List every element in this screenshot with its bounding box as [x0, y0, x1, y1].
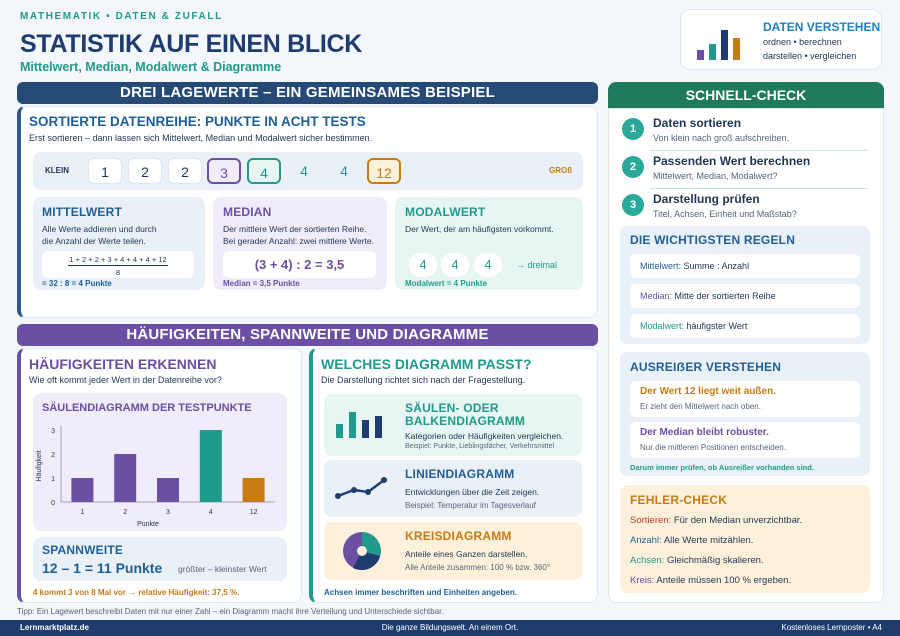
- modalwert-value: 4: [441, 253, 469, 277]
- fehler-key: Anzahl:: [630, 535, 662, 546]
- regeln-title: DIE WICHTIGSTEN REGELN: [630, 233, 796, 247]
- schnellcheck-banner: SCHNELL-CHECK: [608, 82, 884, 108]
- median-formula: (3 + 4) : 2 = 3,5: [254, 257, 345, 272]
- value-box: 2: [168, 158, 202, 184]
- value-box: 4: [300, 163, 308, 179]
- modalwert-note: → dreimal: [516, 260, 558, 270]
- step-desc: Titel, Achsen, Einheit und Maßstab?: [653, 209, 797, 219]
- value-box-median-right: 4: [247, 158, 281, 184]
- value-box: 1: [88, 158, 122, 184]
- diagramm-pie-title: KREISDIAGRAMM: [405, 529, 512, 543]
- fehler-value: Anteile müssen 100 % ergeben.: [656, 575, 792, 586]
- modalwert-desc: Der Wert, der am häufigsten vorkommt.: [405, 224, 554, 234]
- frequency-chart: [33, 418, 287, 530]
- value-box-outlier: 12: [367, 158, 401, 184]
- diagramm-bar-title1: SÄULEN- ODER: [405, 401, 499, 415]
- bar-4: [200, 430, 222, 502]
- fehler-key: Kreis:: [630, 575, 655, 586]
- page-title: STATISTIK AUF EINEN BLICK: [20, 30, 363, 58]
- spannweite-note: größter – kleinster Wert: [178, 564, 267, 574]
- fehler-row: [630, 535, 753, 546]
- step-desc: Mittelwert, Median, Modalwert?: [653, 171, 778, 181]
- median-desc2: Bei gerader Anzahl: zwei mittlere Werte.: [223, 236, 375, 246]
- diagramm-footnote: Achsen immer beschriften und Einheiten angeben.: [324, 588, 517, 597]
- bar-1: [71, 478, 93, 502]
- sorted-desc: Erst sortieren – dann lassen sich Mittelwert, Median und Modalwert sicher bestimmen.: [29, 133, 373, 143]
- mittelwert-desc2: die Anzahl der Werte teilen.: [42, 236, 146, 246]
- ausreisser-footnote: Darum immer prüfen, ob Ausreißer vorhanden sind.: [630, 463, 814, 472]
- regel-value: Mitte der sortierten Reihe: [674, 291, 776, 301]
- spannweite-footnote: 4 kommt 3 von 8 Mal vor → relative Häufigkeit: 37,5 %.: [33, 588, 240, 597]
- x-tick-label: 1: [80, 509, 85, 516]
- regel-value: häufigster Wert: [686, 321, 748, 331]
- x-tick-label: 4: [208, 509, 213, 516]
- step-number: 2: [622, 156, 644, 178]
- diagramm-line-example: Beispiel: Temperatur im Tagesverlauf: [405, 501, 536, 510]
- step-title: Darstellung prüfen: [653, 192, 760, 206]
- x-tick-label: 3: [166, 509, 170, 516]
- pie-chart-icon: [339, 528, 385, 574]
- ausreisser-title: AUSREIẞER VERSTEHEN: [630, 360, 782, 374]
- modalwert-value: 4: [474, 253, 502, 277]
- x-tick-label: 12: [249, 509, 258, 516]
- fehler-value: Alle Werte mitzählen.: [663, 535, 754, 546]
- step-number: 3: [622, 194, 644, 216]
- banner-lagewerte: DREI LAGEWERTE – EIN GEMEINSAMES BEISPIEL: [17, 82, 598, 104]
- x-tick-label: 2: [123, 509, 128, 516]
- y-axis-label: Häufigkeit: [36, 450, 43, 482]
- haeufigkeit-title: HÄUFIGKEITEN ERKENNEN: [29, 356, 217, 372]
- fehler-value: Gleichmäßig skalieren.: [666, 555, 764, 566]
- fehler-key: Sortieren:: [630, 515, 672, 526]
- median-desc1: Der mittlere Wert der sortierten Reihe.: [223, 224, 367, 234]
- mittelwert-result: = 32 : 8 = 4 Punkte: [42, 279, 112, 288]
- sorted-title: SORTIERTE DATENREIHE: PUNKTE IN ACHT TESTS: [29, 114, 366, 129]
- footer-left: Lernmarktplatz.de: [20, 623, 89, 632]
- regel-key: Modalwert:: [640, 321, 685, 331]
- x-axis-label: Punkte: [137, 521, 159, 528]
- diagramm-line-title: LINIENDIAGRAMM: [405, 467, 515, 481]
- value-box-median-left: 3: [207, 158, 241, 184]
- modalwert-value: 4: [409, 253, 437, 277]
- badge-card: [680, 9, 882, 70]
- haeufigkeit-desc: Wie oft kommt jeder Wert in der Datenreihe vor?: [29, 375, 222, 385]
- sorted-right-label: GROß: [549, 166, 573, 175]
- bar-2: [114, 454, 136, 502]
- divider: [650, 150, 868, 151]
- fehler-key: Achsen:: [630, 555, 665, 566]
- ausreisser-b-title: Der Median bleibt robuster.: [640, 427, 769, 438]
- diagramm-pie-desc: Anteile eines Ganzen darstellen.: [405, 549, 528, 559]
- step-title: Daten sortieren: [653, 116, 742, 130]
- diagramm-line-desc: Entwicklungen über die Zeit zeigen.: [405, 487, 540, 497]
- modalwert-result: Modalwert = 4 Punkte: [405, 279, 488, 288]
- step-number: 1: [622, 118, 644, 140]
- fehler-title: FEHLER-CHECK: [630, 493, 728, 507]
- diagramm-desc: Die Darstellung richtet sich nach der Fragestellung.: [321, 375, 526, 385]
- median-title: MEDIAN: [223, 205, 272, 219]
- bar-12: [243, 478, 265, 502]
- bar-chart-icon: [332, 408, 390, 440]
- mittelwert-desc1: Alle Werte addieren und durch: [42, 224, 157, 234]
- y-tick-label: 2: [51, 452, 55, 459]
- modalwert-title: MODALWERT: [405, 205, 486, 219]
- diagramm-title: WELCHES DIAGRAMM PASST?: [321, 356, 532, 372]
- diagramm-bar-title2: BALKENDIAGRAMM: [405, 414, 526, 428]
- mittelwert-numerator: 1 + 2 + 2 + 3 + 4 + 4 + 4 + 12: [69, 255, 167, 264]
- banner-haeufigkeiten: HÄUFIGKEITEN, SPANNWEITE UND DIAGRAMME: [17, 324, 598, 346]
- regel-key: Mittelwert:: [640, 261, 682, 271]
- diagramm-bar-desc: Kategorien oder Häufigkeiten vergleichen.: [405, 431, 564, 441]
- ausreisser-a-desc: Er zieht den Mittelwert nach oben.: [640, 402, 761, 411]
- chart-title: SÄULENDIAGRAMM DER TESTPUNKTE: [42, 402, 252, 414]
- diagramm-pie-example: Alle Anteile zusammen: 100 % bzw. 360°: [405, 563, 551, 572]
- badge-title: DATEN VERSTEHEN: [763, 20, 881, 34]
- regel-row: [630, 314, 860, 338]
- diagramm-bar-example: Beispiel: Punkte, Lieblingsfächer, Verkehrsmittel: [405, 443, 555, 450]
- y-tick-label: 1: [51, 476, 55, 483]
- fehler-row: [630, 515, 802, 526]
- page-subtitle: Mittelwert, Median, Modalwert & Diagramme: [20, 60, 282, 74]
- y-tick-label: 0: [51, 500, 55, 507]
- divider: [650, 188, 868, 189]
- spannweite-title: SPANNWEITE: [42, 543, 124, 557]
- ausreisser-b-desc: Nur die mittleren Positionen entscheiden.: [640, 443, 786, 452]
- value-box: 4: [340, 163, 348, 179]
- sorted-left-label: KLEIN: [45, 166, 69, 175]
- fehler-row: [630, 555, 764, 566]
- line-chart-icon: [334, 474, 394, 504]
- step-title: Passenden Wert berechnen: [653, 154, 811, 168]
- fehler-row: [630, 575, 791, 586]
- bar-3: [157, 478, 179, 502]
- fehler-value: Für den Median unverzichtbar.: [673, 515, 803, 526]
- value-box: 2: [128, 158, 162, 184]
- y-tick-label: 3: [51, 428, 55, 435]
- mittelwert-denominator: 8: [115, 268, 121, 277]
- badge-line2: darstellen • vergleichen: [763, 51, 857, 61]
- badge-line1: ordnen • berechnen: [763, 37, 842, 47]
- footer-center: Die ganze Bildungswelt. An einem Ort.: [381, 623, 519, 632]
- regel-row: [630, 254, 860, 278]
- regel-row: [630, 284, 860, 308]
- regel-key: Median:: [640, 291, 673, 301]
- badge-bars-icon: [695, 24, 753, 62]
- footer-right: Kostenloses Lernposter • A4: [781, 623, 882, 632]
- ausreisser-a-title: Der Wert 12 liegt weit außen.: [640, 386, 776, 397]
- median-result: Median = 3,5 Punkte: [223, 279, 300, 288]
- step-desc: Von klein nach groß aufschreiben.: [653, 133, 790, 143]
- spannweite-formula: 12 – 1 = 11 Punkte: [42, 560, 163, 576]
- tip-text: Tipp: Ein Lagewert beschreibt Daten mit nur einer Zahl – ein Diagramm macht ihre Verteilung und Unterschiede sichtbar.: [17, 607, 444, 616]
- kicker: MATHEMATIK • DATEN & ZUFALL: [20, 11, 223, 22]
- regel-value: Summe : Anzahl: [683, 261, 750, 271]
- mittelwert-title: MITTELWERT: [42, 205, 122, 219]
